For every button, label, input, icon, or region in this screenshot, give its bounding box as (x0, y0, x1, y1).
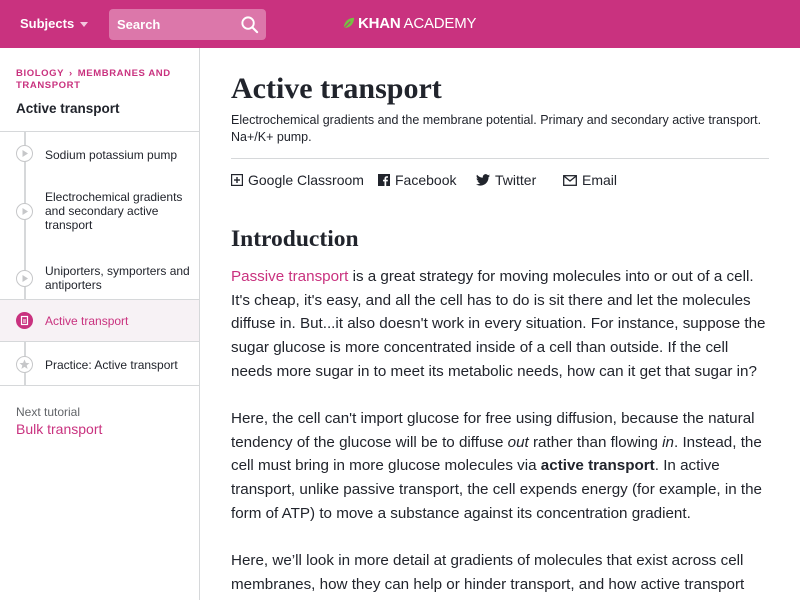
sidebar-item-active-transport[interactable] (0, 299, 199, 342)
paragraph-1 (231, 265, 769, 384)
lesson-list (0, 131, 199, 386)
subjects-label: Subjects (20, 16, 75, 31)
email-share-button[interactable] (563, 172, 617, 188)
sidebar-item-sodium-potassium-pump[interactable] (0, 132, 199, 175)
emphasis-out: out (507, 433, 529, 451)
breadcrumb-membranes[interactable]: MEMBRANES AND TRANSPORT (16, 68, 171, 91)
paragraph-2-text-c: . Instead, the cell must bring in more glucose molecules via (231, 433, 762, 475)
search-input[interactable] (109, 9, 233, 40)
search-icon[interactable] (240, 15, 259, 34)
sidebar-item-label: Electrochemical gradients and secondary active transport (45, 190, 183, 232)
logo-text-khan: KHAN (358, 15, 401, 32)
sidebar-item-label: Practice: Active transport (45, 358, 178, 372)
sidebar-item-label: Sodium potassium pump (45, 148, 178, 162)
page-subtitle: Electrochemical gradients and the membrane potential. Primary and secondary active transport. Na+/K+ pump. (231, 113, 762, 144)
paragraph-2 (231, 407, 769, 526)
sidebar (0, 48, 200, 600)
section-heading: Introduction (231, 226, 359, 252)
chevron-down-icon (80, 22, 88, 27)
star-icon (16, 356, 33, 373)
twitter-label: Twitter (495, 172, 537, 188)
paragraph-3: Here, we’ll look in more detail at gradients of molecules that exist across cell membranes, how they can help or hinder transport, and how active transport (231, 552, 745, 593)
facebook-icon (378, 174, 390, 186)
breadcrumb (16, 68, 191, 92)
term-active-transport: active transport (540, 457, 655, 475)
top-nav-bar (0, 0, 800, 48)
sidebar-item-electrochemical-gradients[interactable] (0, 175, 199, 258)
google-classroom-label: Google Classroom (248, 172, 364, 188)
article-icon (16, 312, 33, 329)
passive-transport-link[interactable]: Passive transport (231, 268, 349, 285)
twitter-share-button[interactable] (476, 172, 536, 188)
chevron-right-icon: › (69, 68, 73, 79)
leaf-icon (342, 17, 355, 30)
divider (231, 158, 769, 159)
next-tutorial-label: Next tutorial (16, 405, 81, 419)
email-icon (563, 175, 577, 186)
khan-academy-logo[interactable] (342, 15, 476, 32)
emphasis-in: in (662, 433, 674, 451)
paragraph-2-text-d: . In active transport, unlike passive transport, the cell expends energy (for example, in the form of ATP) to move a substance against its concentration gradient. (231, 457, 762, 522)
next-tutorial-link[interactable]: Bulk transport (16, 421, 103, 437)
paragraph-1-text: is a great strategy for moving molecules into or out of a cell. It's cheap, it's easy, and all the cell has to do is sit there and let the molecules diffuse in. But...it also doesn't work in every situation. For instance, suppose the sugar glucose is more concentrated inside of a cell than outside. If the cell needs more sugar in to meet its metabolic needs, how can it get that sugar in? (231, 268, 766, 380)
facebook-share-button[interactable] (378, 172, 456, 188)
google-classroom-share-button[interactable] (231, 172, 364, 188)
sidebar-item-uniporters[interactable] (0, 258, 199, 299)
paragraph-2-text-b: rather than flowing (528, 433, 663, 451)
sidebar-item-label: Active transport (45, 314, 129, 328)
play-icon (16, 145, 33, 162)
facebook-label: Facebook (395, 172, 457, 188)
email-label: Email (582, 172, 618, 188)
sidebar-title: Active transport (16, 101, 120, 116)
play-icon (16, 203, 33, 220)
page-title: Active transport (231, 72, 442, 105)
breadcrumb-biology[interactable]: BIOLOGY (16, 68, 65, 79)
search-box (109, 9, 266, 40)
paragraph-2-text-a: Here, the cell can't import glucose for free using diffusion, because the natural tendency of the glucose will be to diffuse (231, 410, 755, 451)
subjects-menu-button[interactable] (20, 16, 88, 31)
logo-text-academy: ACADEMY (403, 15, 477, 32)
twitter-icon (476, 174, 490, 186)
google-classroom-icon (231, 174, 243, 186)
sidebar-item-label: Uniporters, symporters and antiporters (45, 264, 190, 292)
play-icon (16, 270, 33, 287)
sidebar-item-practice-active-transport[interactable] (0, 342, 199, 386)
